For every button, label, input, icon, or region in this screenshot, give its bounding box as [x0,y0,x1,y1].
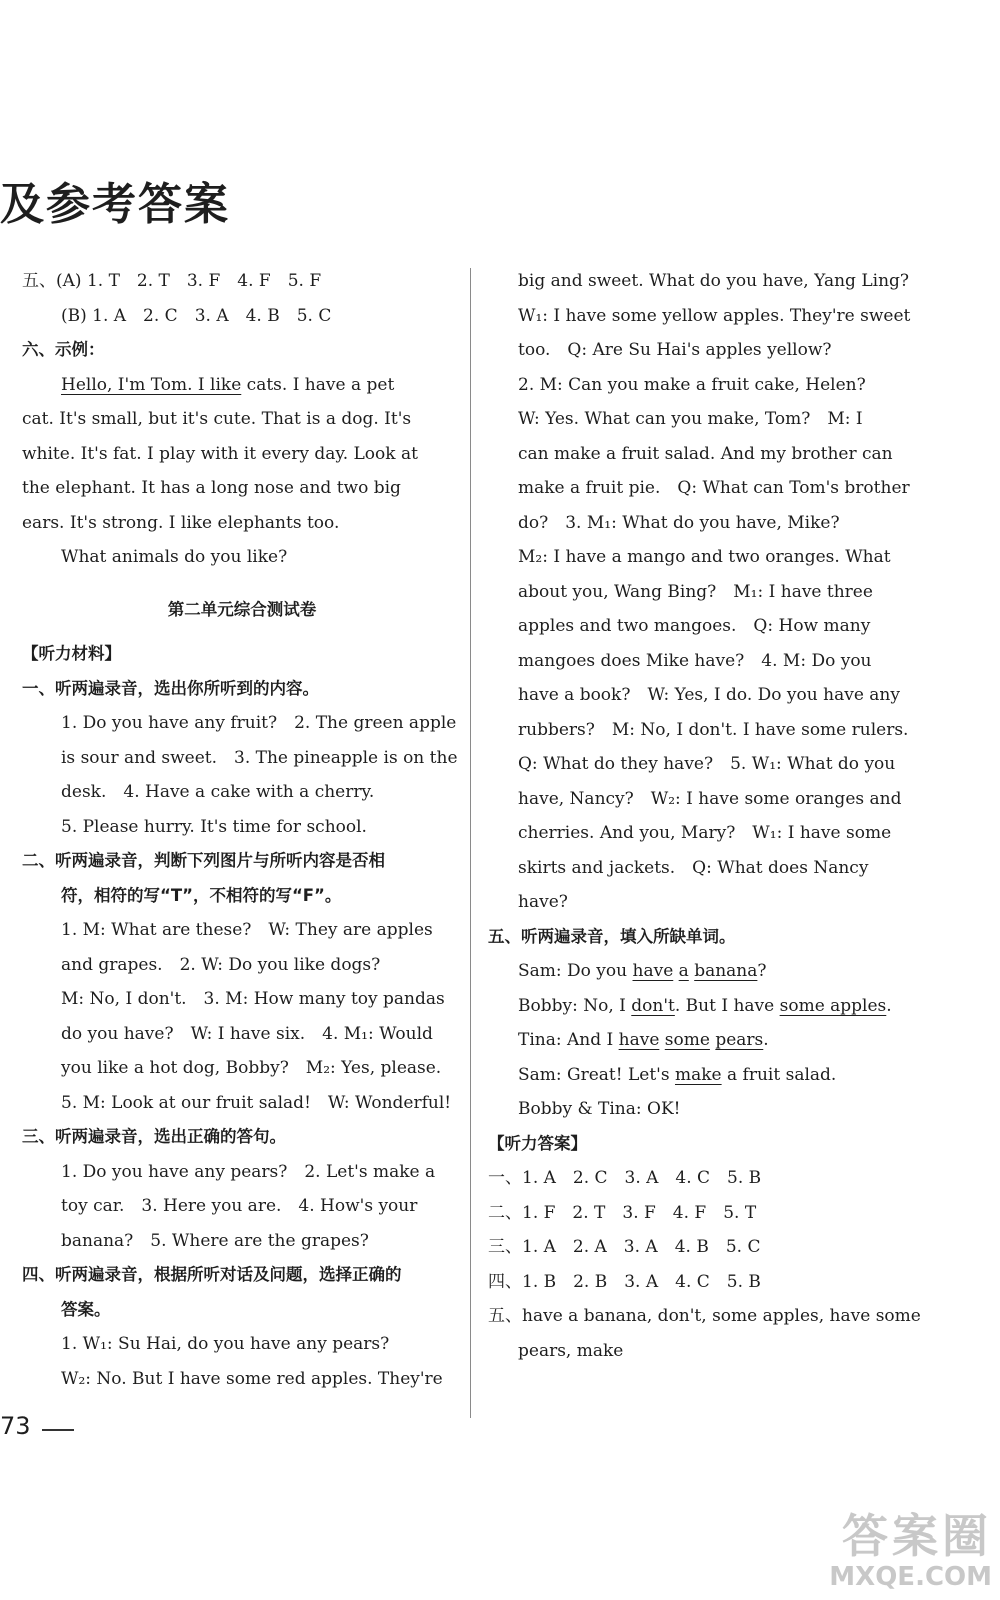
column-divider [470,268,471,1418]
question-line: 5. M: Look at our fruit salad! W: Wonderful! [61,1092,452,1113]
question-line: W₂: No. But I have some red apples. They're [61,1368,443,1389]
question-line: Q: What do they have? 5. W₁: What do you [518,754,896,774]
page-number-rule [42,1429,74,1431]
question-line: 2. M: Can you make a fruit cake, Helen? [518,374,866,395]
right-column [488,264,921,1368]
question-line: M₂: I have a mango and two oranges. What [518,547,891,567]
filled-word: pears [715,1030,764,1050]
answer-line: 一、1. A 2. C 3. A 4. C 5. B [488,1168,762,1188]
question-line: banana? 5. Where are the grapes? [61,1230,369,1251]
question-line: 1. M: What are these? W: They are apples [61,920,433,940]
watermark-url: MXQE.COM [829,1562,992,1592]
section-heading: 【听力答案】 [488,1133,587,1153]
question-line: mangoes does Mike have? 4. M: Do you [518,650,872,671]
answer-line: 五、have a banana, don't, some apples, have some [488,1306,921,1326]
filled-word: some [664,1030,710,1050]
filled-word: have [618,1030,660,1050]
page-number: 73 [0,1412,31,1440]
unit-title: 第二单元综合测试卷 [167,599,317,619]
filled-word: some apples [779,995,887,1016]
question-line: is sour and sweet. 3. The pineapple is on the [61,747,458,768]
essay-line: Hello, I'm Tom. I like cats. I have a pet [61,374,395,395]
section-heading: 【听力材料】 [22,644,121,663]
question-line: rubbers? M: No, I don't. I have some rulers. [518,719,909,740]
question-heading: 二、听两遍录音，判断下列图片与所听内容是否相 [22,851,385,870]
question-line: skirts and jackets. Q: What does Nancy [518,857,869,878]
question-line: make a fruit pie. Q: What can Tom's brother [518,478,910,498]
question-line: you like a hot dog, Bobby? M₂: Yes, please. [61,1058,442,1078]
question-line: W: Yes. What can you make, Tom? M: I [518,409,863,429]
filled-word: make [674,1064,722,1085]
underlined-text: Hello, I'm Tom. I like [61,374,242,395]
question-line: can make a fruit salad. And my brother can [518,443,893,464]
watermark-logo: 答案圈 [842,1509,992,1563]
filled-word: have [632,961,674,981]
question-line: 1. Do you have any fruit? 2. The green apple [61,713,457,733]
question-line: have? [518,892,568,912]
answer-line: 四、1. B 2. B 3. A 4. C 5. B [488,1271,761,1292]
section-heading: 六、示例： [22,340,105,359]
question-heading: 四、听两遍录音，根据所听对话及问题，选择正确的 [22,1265,402,1284]
dialog-line: Bobby & Tina: OK! [518,1099,681,1119]
essay-line: white. It's fat. I play with it every day. Look at [22,443,418,464]
answer-line: 二、1. F 2. T 3. F 4. F 5. T [488,1202,757,1223]
question-line: 1. W₁: Su Hai, do you have any pears? [61,1334,390,1354]
question-line: apples and two mangoes. Q: How many [518,616,871,636]
answer-line: pears, make [518,1340,624,1361]
question-line: about you, Wang Bing? M₁: I have three [518,581,873,602]
question-line: have a book? W: Yes, I do. Do you have any [518,685,900,705]
question-heading: 符，相符的写“T”，不相符的写“F”。 [61,885,342,905]
question-line: W₁: I have some yellow apples. They're sweet [518,305,911,326]
question-line: M: No, I don't. 3. M: How many toy pandas [61,989,445,1009]
dialog-line: Sam: Great! Let's make a fruit salad. [518,1064,837,1085]
essay-line: the elephant. It has a long nose and two big [22,478,401,498]
answer-line: 五、(A) 1. T 2. T 3. F 4. F 5. F [22,271,322,291]
dialog-line: Sam: Do you have a banana? [518,961,767,981]
filled-word: banana [694,961,758,981]
filled-word: a [678,961,689,981]
dialog-line: Bobby: No, I don't. But I have some apples. [518,995,892,1016]
question-line: do you have? W: I have six. 4. M₁: Would [61,1023,433,1044]
question-line: toy car. 3. Here you are. 4. How's your [61,1196,418,1216]
question-heading: 五、听两遍录音，填入所缺单词。 [488,926,736,946]
question-line: do? 3. M₁: What do you have, Mike? [518,512,840,533]
question-line: 5. Please hurry. It's time for school. [61,816,367,837]
essay-line: cat. It's small, but it's cute. That is a dog. It's [22,409,412,429]
essay-line: What animals do you like? [61,547,288,567]
question-line: desk. 4. Have a cake with a cherry. [61,782,375,802]
question-heading: 三、听两遍录音，选出正确的答句。 [22,1127,286,1146]
question-heading: 一、听两遍录音，选出你所听到的内容。 [22,678,319,698]
question-line: big and sweet. What do you have, Yang Ling? [518,271,910,291]
essay-line: ears. It's strong. I like elephants too. [22,512,340,533]
question-line: and grapes. 2. W: Do you like dogs? [61,954,381,975]
left-column [22,264,462,1396]
answer-line: 三、1. A 2. A 3. A 4. B 5. C [488,1237,761,1257]
watermark [822,1510,992,1592]
question-line: have, Nancy? W₂: I have some oranges and [518,788,902,809]
question-line: cherries. And you, Mary? W₁: I have some [518,823,892,843]
question-heading: 答案。 [61,1299,111,1319]
question-line: 1. Do you have any pears? 2. Let's make a [61,1161,436,1182]
question-line: too. Q: Are Su Hai's apples yellow? [518,340,832,360]
answer-line: (B) 1. A 2. C 3. A 4. B 5. C [61,305,332,326]
section-title: 及参考答案 [0,179,230,230]
filled-word: don't [631,995,675,1016]
dialog-line: Tina: And I have some pears. [518,1030,769,1050]
